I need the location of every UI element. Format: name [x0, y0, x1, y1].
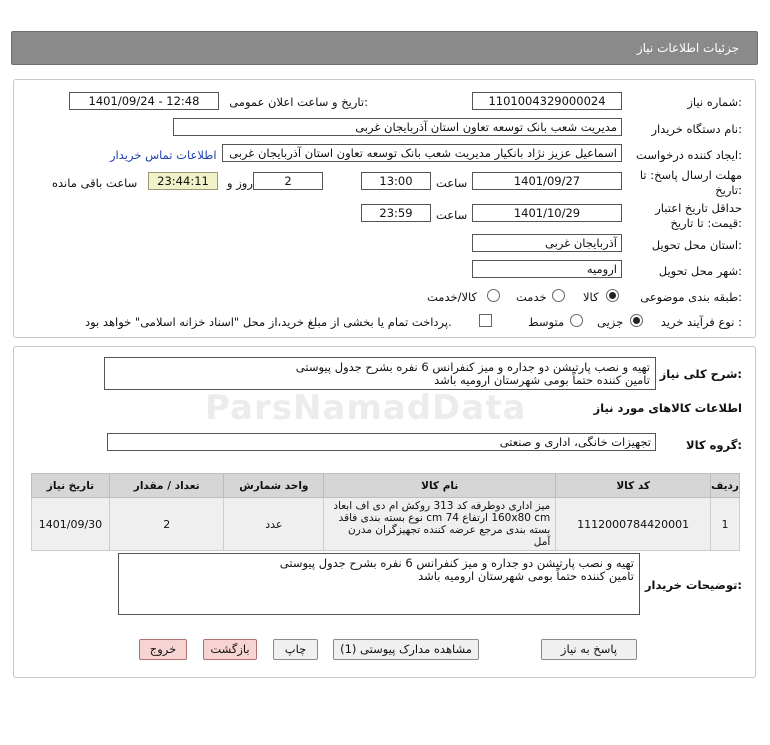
cell-item-name: میز اداری دوطرفه کد 313 روکش ام دی اف ابعاد 160x80 cm ارتفاع 74 cm نوع بسته بندی فاقد بسته بندی مرجع عرضه کننده تجهیزگران مدرن آمل — [324, 498, 556, 551]
goods-table — [31, 473, 740, 551]
view-attachments-button[interactable]: مشاهده مدارک پیوستی (1) — [333, 639, 479, 660]
deadline-time-label: ساعت — [436, 176, 468, 190]
validity-time-label: ساعت — [436, 208, 468, 222]
col-need-date: تاریخ نیاز — [32, 474, 110, 498]
exit-button[interactable]: خروج — [139, 639, 187, 660]
deadline-time-field: 13:00 — [361, 172, 431, 190]
need-number-label: شماره نیاز: — [687, 95, 742, 109]
creator-field: اسماعیل عزیز نژاد بانکیار مدیریت شعب بانک توسعه تعاون استان آذربایجان غربی — [222, 144, 622, 162]
buyer-notes-line-1: تهیه و نصب پارتیشن دو جداره و میز کنفرانس 6 نفره بشرح جدول پیوستی — [279, 556, 634, 570]
buyer-notes-textbox — [118, 553, 640, 615]
remaining-label: ساعت باقی مانده — [52, 176, 138, 190]
process-label: نوع فرآیند خرید : — [660, 315, 742, 329]
category-option-service: خدمت — [516, 290, 547, 304]
category-radio-service[interactable] — [552, 289, 565, 302]
goods-group-field: تجهیزات خانگی، اداری و صنعتی — [107, 433, 656, 451]
buyer-org-label: نام دستگاه خریدار: — [651, 122, 742, 136]
announce-datetime-field: 1401/09/24 - 12:48 — [69, 92, 219, 110]
process-option-medium: متوسط — [528, 315, 565, 329]
goods-table-header — [32, 474, 740, 498]
reply-button[interactable]: پاسخ به نیاز — [541, 639, 637, 660]
summary-label: شرح کلی نیاز: — [659, 367, 742, 381]
category-radio-goods-service[interactable] — [487, 289, 500, 302]
category-option-goods: کالا — [583, 290, 599, 304]
page-header — [11, 31, 758, 65]
buyer-notes-line-2: تامین کننده حتماً بومی شهرستان ارومیه باشد — [418, 569, 634, 583]
deadline-label: مهلت ارسال پاسخ: تا — [639, 168, 742, 182]
process-radio-medium[interactable] — [570, 314, 583, 327]
summary-line-2: تامین کننده حتماً بومی شهرستان ارومیه باشد — [434, 373, 650, 387]
process-radio-partial[interactable] — [630, 314, 643, 327]
cell-need-date: 1401/09/30 — [32, 498, 110, 551]
category-radio-goods[interactable] — [606, 289, 619, 302]
category-label: طبقه بندی موضوعی: — [640, 290, 742, 304]
creator-label: ایجاد کننده درخواست: — [636, 148, 742, 162]
col-item-code: کد کالا — [556, 474, 711, 498]
back-button[interactable]: بازگشت — [203, 639, 257, 660]
cell-item-code: 1112000784420001 — [556, 498, 711, 551]
col-row-index: ردیف — [711, 474, 740, 498]
goods-group-label: گروه کالا: — [686, 438, 742, 452]
validity-label: حداقل تاریخ اعتبار — [655, 201, 742, 215]
table-row — [32, 498, 740, 551]
days-label: روز و — [227, 176, 253, 190]
remaining-time-field: 23:44:11 — [148, 172, 218, 190]
category-option-goods-service: کالا/خدمت — [427, 290, 478, 304]
need-number-field: 1101004329000024 — [472, 92, 622, 110]
cell-unit: عدد — [224, 498, 324, 551]
col-item-name: نام کالا — [324, 474, 556, 498]
goods-section-title: اطلاعات کالاهای مورد نیاز — [593, 401, 742, 415]
col-quantity: تعداد / مقدار — [109, 474, 224, 498]
deadline-label-2: تاریخ: — [715, 183, 742, 197]
summary-textbox — [104, 357, 656, 390]
buyer-org-field: مدیریت شعب بانک توسعه تعاون استان آذربایجان غربی — [173, 118, 622, 136]
summary-line-1: تهیه و نصب پارتیشن دو جداره و میز کنفرانس 6 نفره بشرح جدول پیوستی — [295, 360, 650, 374]
validity-label-2: قیمت: تا تاریخ: — [670, 216, 742, 230]
treasury-payment-note: پرداخت تمام یا بخشی از مبلغ خرید،از محل "اسناد خزانه اسلامی" خواهد بود. — [85, 315, 452, 329]
cell-quantity: 2 — [109, 498, 224, 551]
validity-date-field: 1401/10/29 — [472, 204, 622, 222]
validity-time-field: 23:59 — [361, 204, 431, 222]
days-remaining-field: 2 — [253, 172, 323, 190]
city-label: شهر محل تحویل: — [658, 264, 742, 278]
cell-row-index: 1 — [711, 498, 740, 551]
announce-label: تاریخ و ساعت اعلان عمومی: — [229, 95, 368, 109]
col-unit: واحد شمارش — [224, 474, 324, 498]
treasury-payment-checkbox[interactable] — [479, 314, 492, 327]
province-field: آذربایجان غربی — [472, 234, 622, 252]
print-button[interactable]: چاپ — [273, 639, 318, 660]
province-label: استان محل تحویل: — [651, 238, 742, 252]
buyer-notes-label: توضیحات خریدار: — [644, 578, 742, 592]
process-option-partial: جزیی — [597, 315, 624, 329]
contact-buyer-link[interactable]: اطلاعات تماس خریدار — [110, 148, 217, 162]
page-title: جزئیات اطلاعات نیاز — [636, 41, 739, 55]
city-field: ارومیه — [472, 260, 622, 278]
deadline-date-field: 1401/09/27 — [472, 172, 622, 190]
